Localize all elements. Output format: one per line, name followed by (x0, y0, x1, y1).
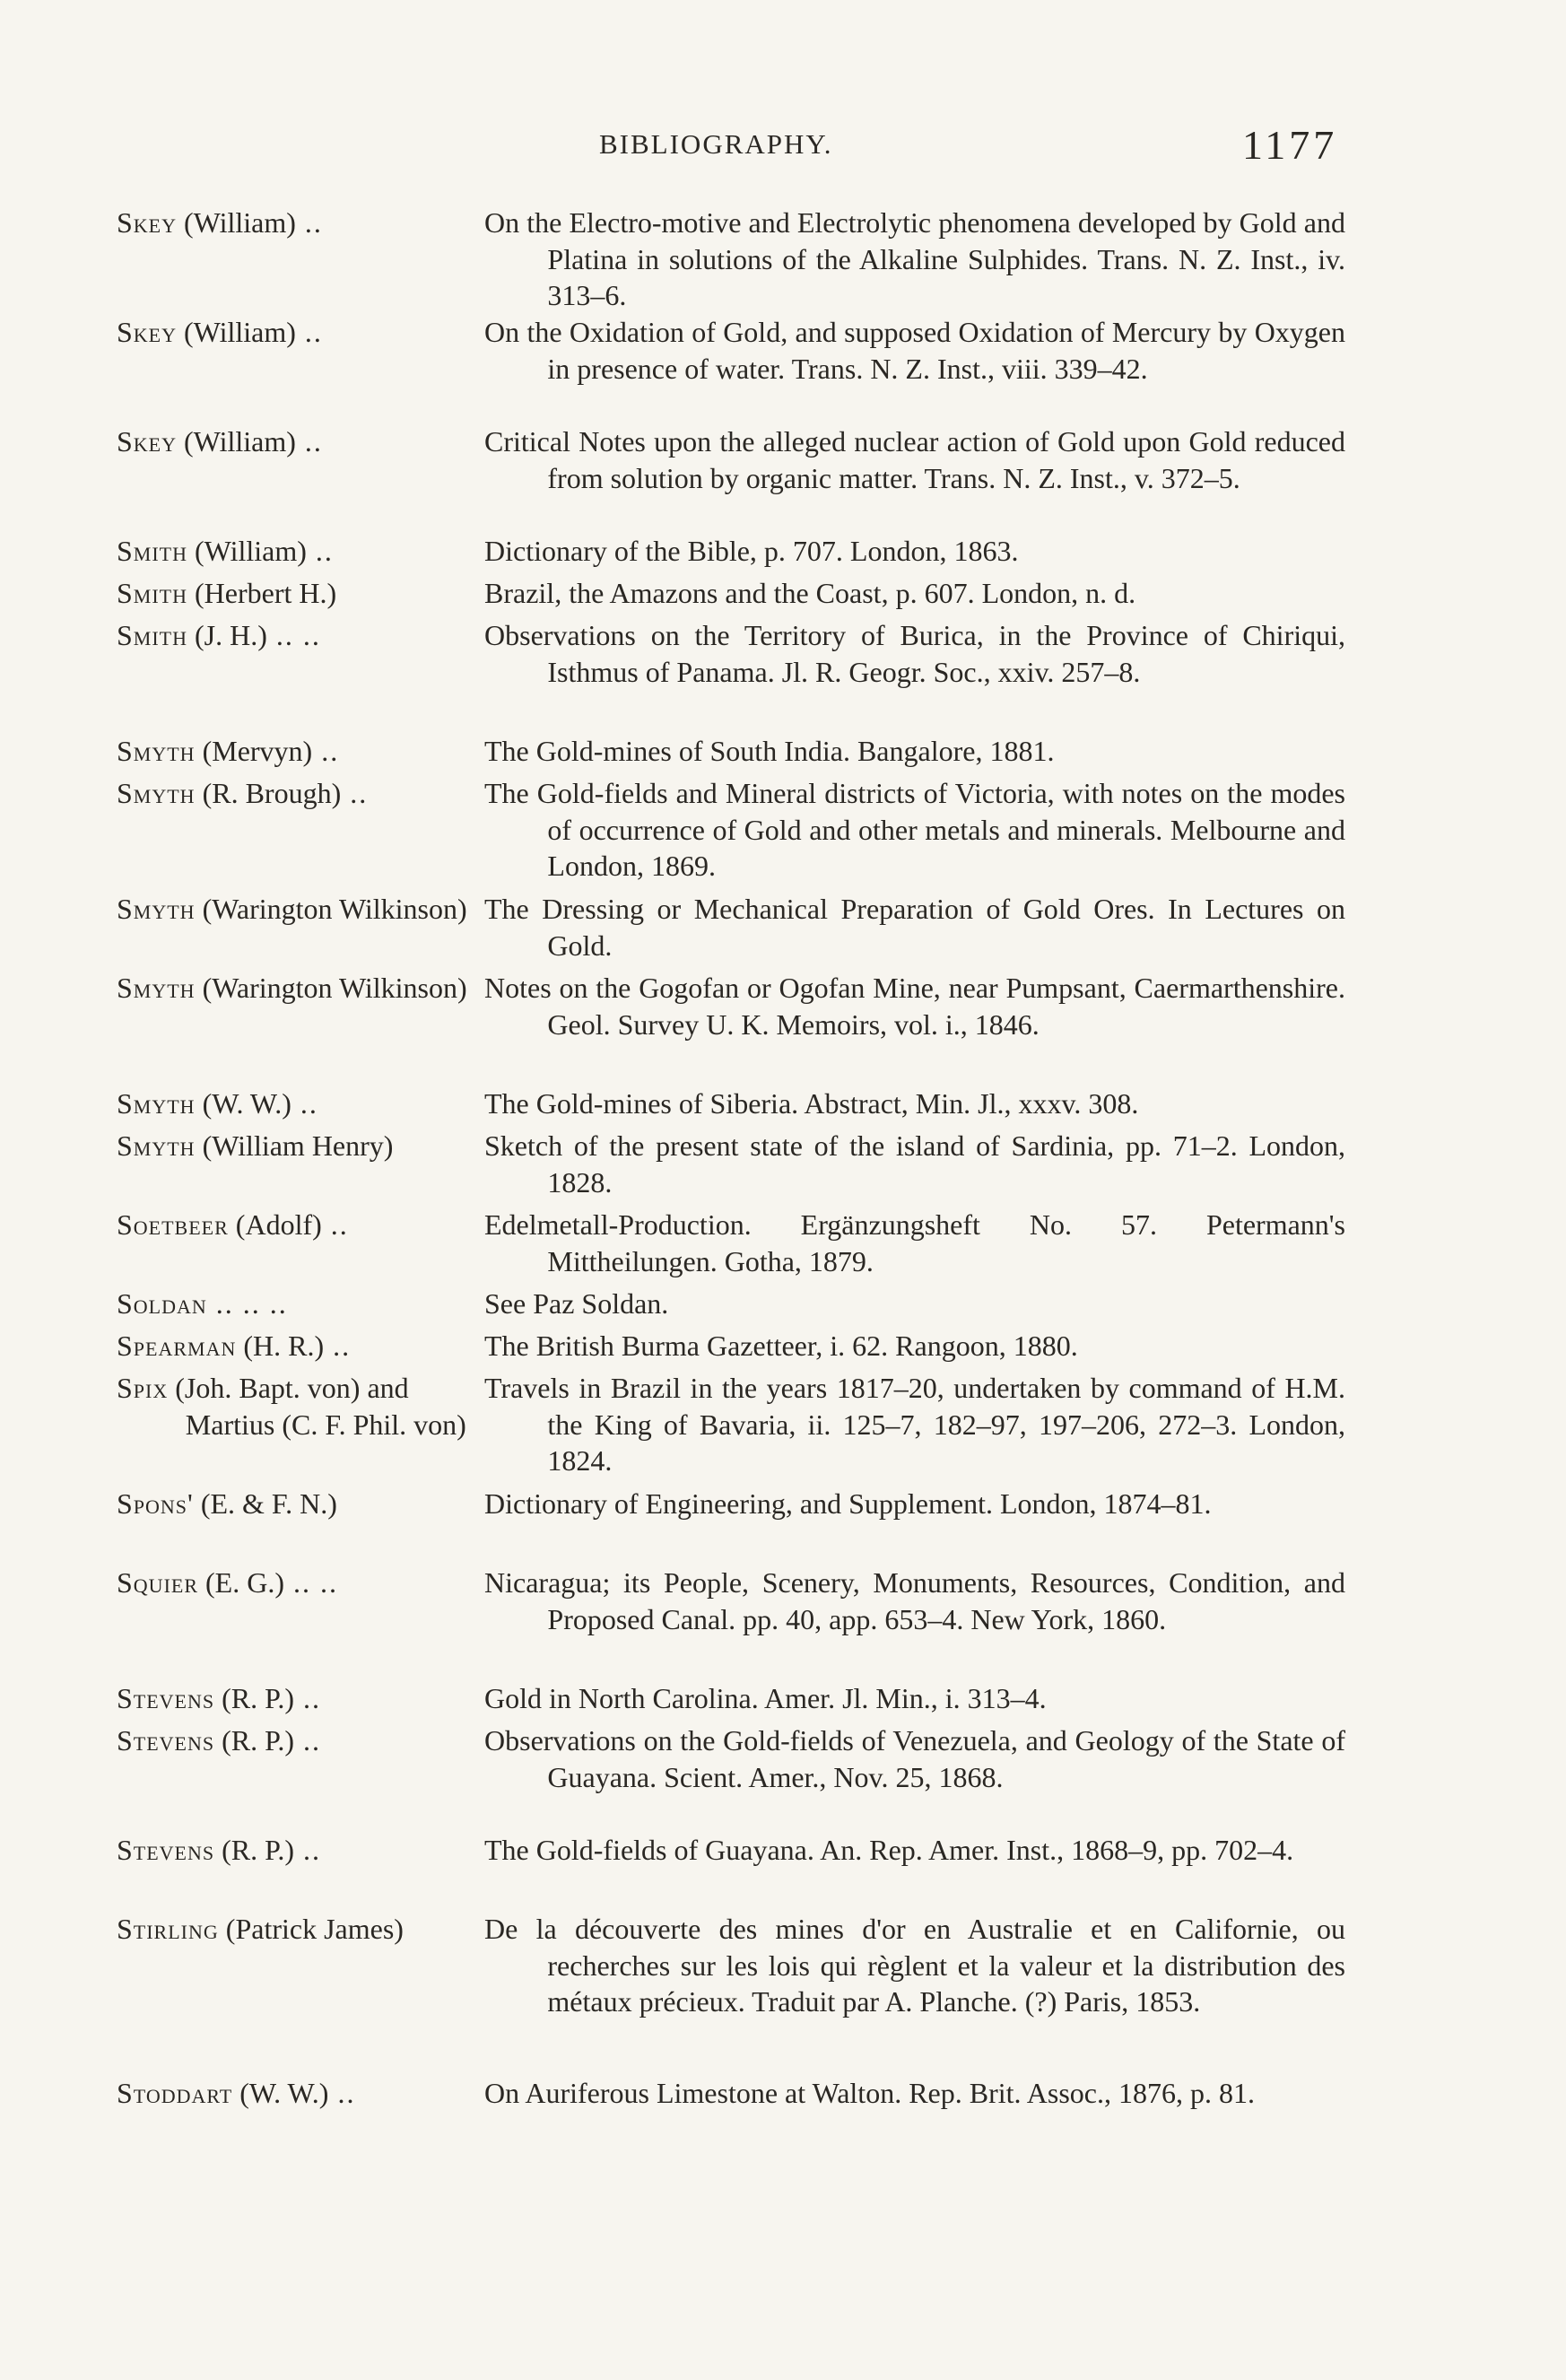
bibliography-entry (117, 1565, 1345, 1680)
entry-work: The Dressing or Mechanical Preparation of Gold Ores. In Lectures on Gold. (484, 893, 1345, 962)
author-surname: Smyth (117, 735, 196, 767)
author-surname: Stevens (117, 1834, 215, 1866)
leader-dots: .. (312, 735, 340, 767)
entry-author (117, 1085, 484, 1122)
author-given: (Warington Wilkinson) (195, 893, 467, 925)
entry-author (117, 733, 484, 770)
author-given: (R. P.) (214, 1682, 295, 1714)
leader-dots: .. (295, 316, 323, 348)
entry-work: Observations on the Territory of Burica, in the Province of Chiriqui, Isthmus of Panama. Jl. R. Geogr. Soc., xxiv. 257–8. (484, 619, 1345, 688)
entry-work: Travels in Brazil in the years 1817–20, undertaken by command of H.M. the King of Bavaria, ii. 125–7, 182–97, 197–206, 272–3. London, 1824. (484, 1372, 1345, 1477)
author-given: (William) (177, 425, 296, 458)
author-given: (Mervyn) (195, 735, 313, 767)
leader-dots: .. (295, 206, 323, 239)
author-surname: Stirling (117, 1913, 219, 1945)
entry-work: Brazil, the Amazons and the Coast, p. 607. London, n. d. (484, 577, 1136, 609)
bibliography-entry (117, 314, 1345, 423)
bibliography-entry (117, 1680, 1345, 1722)
author-surname: Skey (117, 425, 178, 458)
author-given: (Joh. Bapt. von) and Martius (C. F. Phil. von) (168, 1372, 466, 1441)
author-given: (William) (177, 206, 296, 239)
author-surname: Spons' (117, 1487, 194, 1520)
author-surname: Spix (117, 1372, 169, 1404)
entry-author (117, 205, 484, 241)
leader-dots: .. (324, 1329, 352, 1362)
bibliography-entry (117, 733, 1345, 775)
bibliography-entry (117, 775, 1345, 891)
bibliography-list (117, 205, 1345, 2154)
leader-dots: .. (294, 1724, 322, 1757)
bibliography-entry (117, 423, 1345, 533)
entry-work: De la découverte des mines d'or en Australie et en Californie, ou recherches sur les lois qui règlent et la valeur et la distribution des métaux précieux. Traduit par A. Planche. (?) Paris, 1853. (484, 1913, 1345, 2018)
entry-author (117, 1286, 484, 1322)
bibliography-entry (117, 1207, 1345, 1286)
leader-dots: .. (306, 535, 334, 567)
entry-work: Critical Notes upon the alleged nuclear action of Gold upon Gold reduced from solution by organic matter. Trans. N. Z. Inst., v. 372–5. (484, 425, 1345, 494)
entry-author (117, 617, 484, 654)
entry-work: Gold in North Carolina. Amer. Jl. Min., i. 313–4. (484, 1682, 1047, 1714)
bibliography-entry (117, 1286, 1345, 1328)
author-surname: Stoddart (117, 2077, 233, 2109)
author-surname: Smyth (117, 893, 196, 925)
leader-dots: .. (291, 1087, 318, 1120)
entry-work: Notes on the Gogofan or Ogofan Mine, near Pumpsant, Caermarthenshire. Geol. Survey U. K. Memoirs, vol. i., 1846. (484, 972, 1345, 1041)
author-given: (E. G.) (198, 1566, 284, 1599)
bibliography-entry (117, 533, 1345, 575)
bibliography-entry (117, 1722, 1345, 1832)
bibliography-entry (117, 205, 1345, 314)
leader-dots: .. .. (266, 619, 321, 651)
author-given: (J. H.) (187, 619, 267, 651)
bibliography-entry (117, 891, 1345, 970)
entry-work: The Gold-mines of South India. Bangalore, 1881. (484, 735, 1055, 767)
author-surname: Soldan (117, 1287, 207, 1320)
leader-dots: .. .. .. (206, 1287, 288, 1320)
entry-work: Nicaragua; its People, Scenery, Monuments, Resources, Condition, and Proposed Canal. pp. 40, app. 653–4. New York, 1860. (484, 1566, 1345, 1635)
entry-author (117, 575, 484, 612)
leader-dots: .. (321, 1208, 349, 1241)
author-surname: Squier (117, 1566, 199, 1599)
author-surname: Smyth (117, 972, 196, 1004)
author-given: (R. Brough) (195, 777, 342, 809)
entry-work: Edelmetall-Production. Ergänzungsheft No. 57. Petermann's Mittheilungen. Gotha, 1879. (484, 1208, 1345, 1277)
entry-work: The British Burma Gazetteer, i. 62. Rangoon, 1880. (484, 1329, 1078, 1362)
page-number: 1177 (1242, 122, 1338, 168)
bibliography-entry (117, 1486, 1345, 1565)
author-surname: Smith (117, 535, 188, 567)
bibliography-entry (117, 575, 1345, 617)
page-title: BIBLIOGRAPHY. (599, 128, 833, 160)
author-surname: Smyth (117, 777, 196, 809)
entry-author (117, 423, 484, 460)
entry-author (117, 2075, 484, 2112)
author-surname: Smith (117, 619, 188, 651)
entry-author (117, 314, 484, 351)
entry-work: Dictionary of the Bible, p. 707. London, 1863. (484, 535, 1019, 567)
bibliography-entry (117, 617, 1345, 733)
author-surname: Skey (117, 316, 178, 348)
author-surname: Smyth (117, 1129, 196, 1162)
author-given: (William) (187, 535, 307, 567)
entry-work: The Gold-fields and Mineral districts of Victoria, with notes on the modes of occurrence of Gold and other metals and minerals. Melbourne and London, 1869. (484, 777, 1345, 882)
author-given: (Warington Wilkinson) (195, 972, 467, 1004)
bibliography-entry (117, 970, 1345, 1085)
entry-work: Dictionary of Engineering, and Supplement. London, 1874–81. (484, 1487, 1212, 1520)
leader-dots: .. (294, 1682, 322, 1714)
author-given: (William) (177, 316, 296, 348)
author-given: (William Henry) (195, 1129, 394, 1162)
bibliography-entry (117, 1370, 1345, 1486)
author-surname: Smith (117, 577, 188, 609)
entry-author (117, 1911, 484, 1948)
bibliography-entry (117, 1911, 1345, 2075)
leader-dots: .. (295, 425, 323, 458)
bibliography-entry (117, 2075, 1345, 2154)
entry-author (117, 1565, 484, 1601)
author-given: (R. P.) (214, 1834, 295, 1866)
bibliography-entry (117, 1128, 1345, 1207)
entry-work: On the Electro-motive and Electrolytic phenomena developed by Gold and Platina in solutions of the Alkaline Sulphides. Trans. N. Z. Inst., iv. 313–6. (484, 206, 1345, 311)
entry-work: See Paz Soldan. (484, 1287, 669, 1320)
author-given: (W. W.) (232, 2077, 329, 2109)
entry-author (117, 1128, 484, 1164)
author-given: (W. W.) (195, 1087, 291, 1120)
entry-author (117, 1832, 484, 1869)
entry-author (117, 1328, 484, 1364)
entry-work: On the Oxidation of Gold, and supposed Oxidation of Mercury by Oxygen in presence of water. Trans. N. Z. Inst., viii. 339–42. (484, 316, 1345, 385)
author-surname: Soetbeer (117, 1208, 229, 1241)
author-surname: Spearman (117, 1329, 237, 1362)
entry-author (117, 1680, 484, 1717)
author-surname: Stevens (117, 1724, 215, 1757)
author-given: (Herbert H.) (187, 577, 337, 609)
entry-author (117, 533, 484, 570)
author-given: (R. P.) (214, 1724, 295, 1757)
bibliography-entry (117, 1328, 1345, 1370)
entry-author (117, 1486, 484, 1522)
author-given: (Adolf) (228, 1208, 322, 1241)
leader-dots: .. (294, 1834, 322, 1866)
entry-author (117, 970, 484, 1007)
entry-work: The Gold-mines of Siberia. Abstract, Min. Jl., xxxv. 308. (484, 1087, 1139, 1120)
running-head (0, 121, 1566, 175)
author-given: (H. R.) (236, 1329, 325, 1362)
author-surname: Skey (117, 206, 178, 239)
leader-dots: .. .. (283, 1566, 338, 1599)
entry-work: The Gold-fields of Guayana. An. Rep. Amer. Inst., 1868–9, pp. 702–4. (484, 1834, 1294, 1866)
entry-author (117, 891, 484, 928)
leader-dots: .. (328, 2077, 356, 2109)
bibliography-entry (117, 1832, 1345, 1911)
entry-author (117, 1207, 484, 1243)
entry-author (117, 1722, 484, 1759)
entry-work: Sketch of the present state of the island of Sardinia, pp. 71–2. London, 1828. (484, 1129, 1345, 1199)
entry-author (117, 1370, 484, 1443)
author-given: (Patrick James) (218, 1913, 404, 1945)
leader-dots: .. (341, 777, 369, 809)
entry-work: On Auriferous Limestone at Walton. Rep. Brit. Assoc., 1876, p. 81. (484, 2077, 1255, 2109)
author-surname: Stevens (117, 1682, 215, 1714)
bibliography-entry (117, 1085, 1345, 1128)
author-given: (E. & F. N.) (193, 1487, 337, 1520)
entry-work: Observations on the Gold-fields of Venezuela, and Geology of the State of Guayana. Scient. Amer., Nov. 25, 1868. (484, 1724, 1345, 1793)
entry-author (117, 775, 484, 812)
author-surname: Smyth (117, 1087, 196, 1120)
